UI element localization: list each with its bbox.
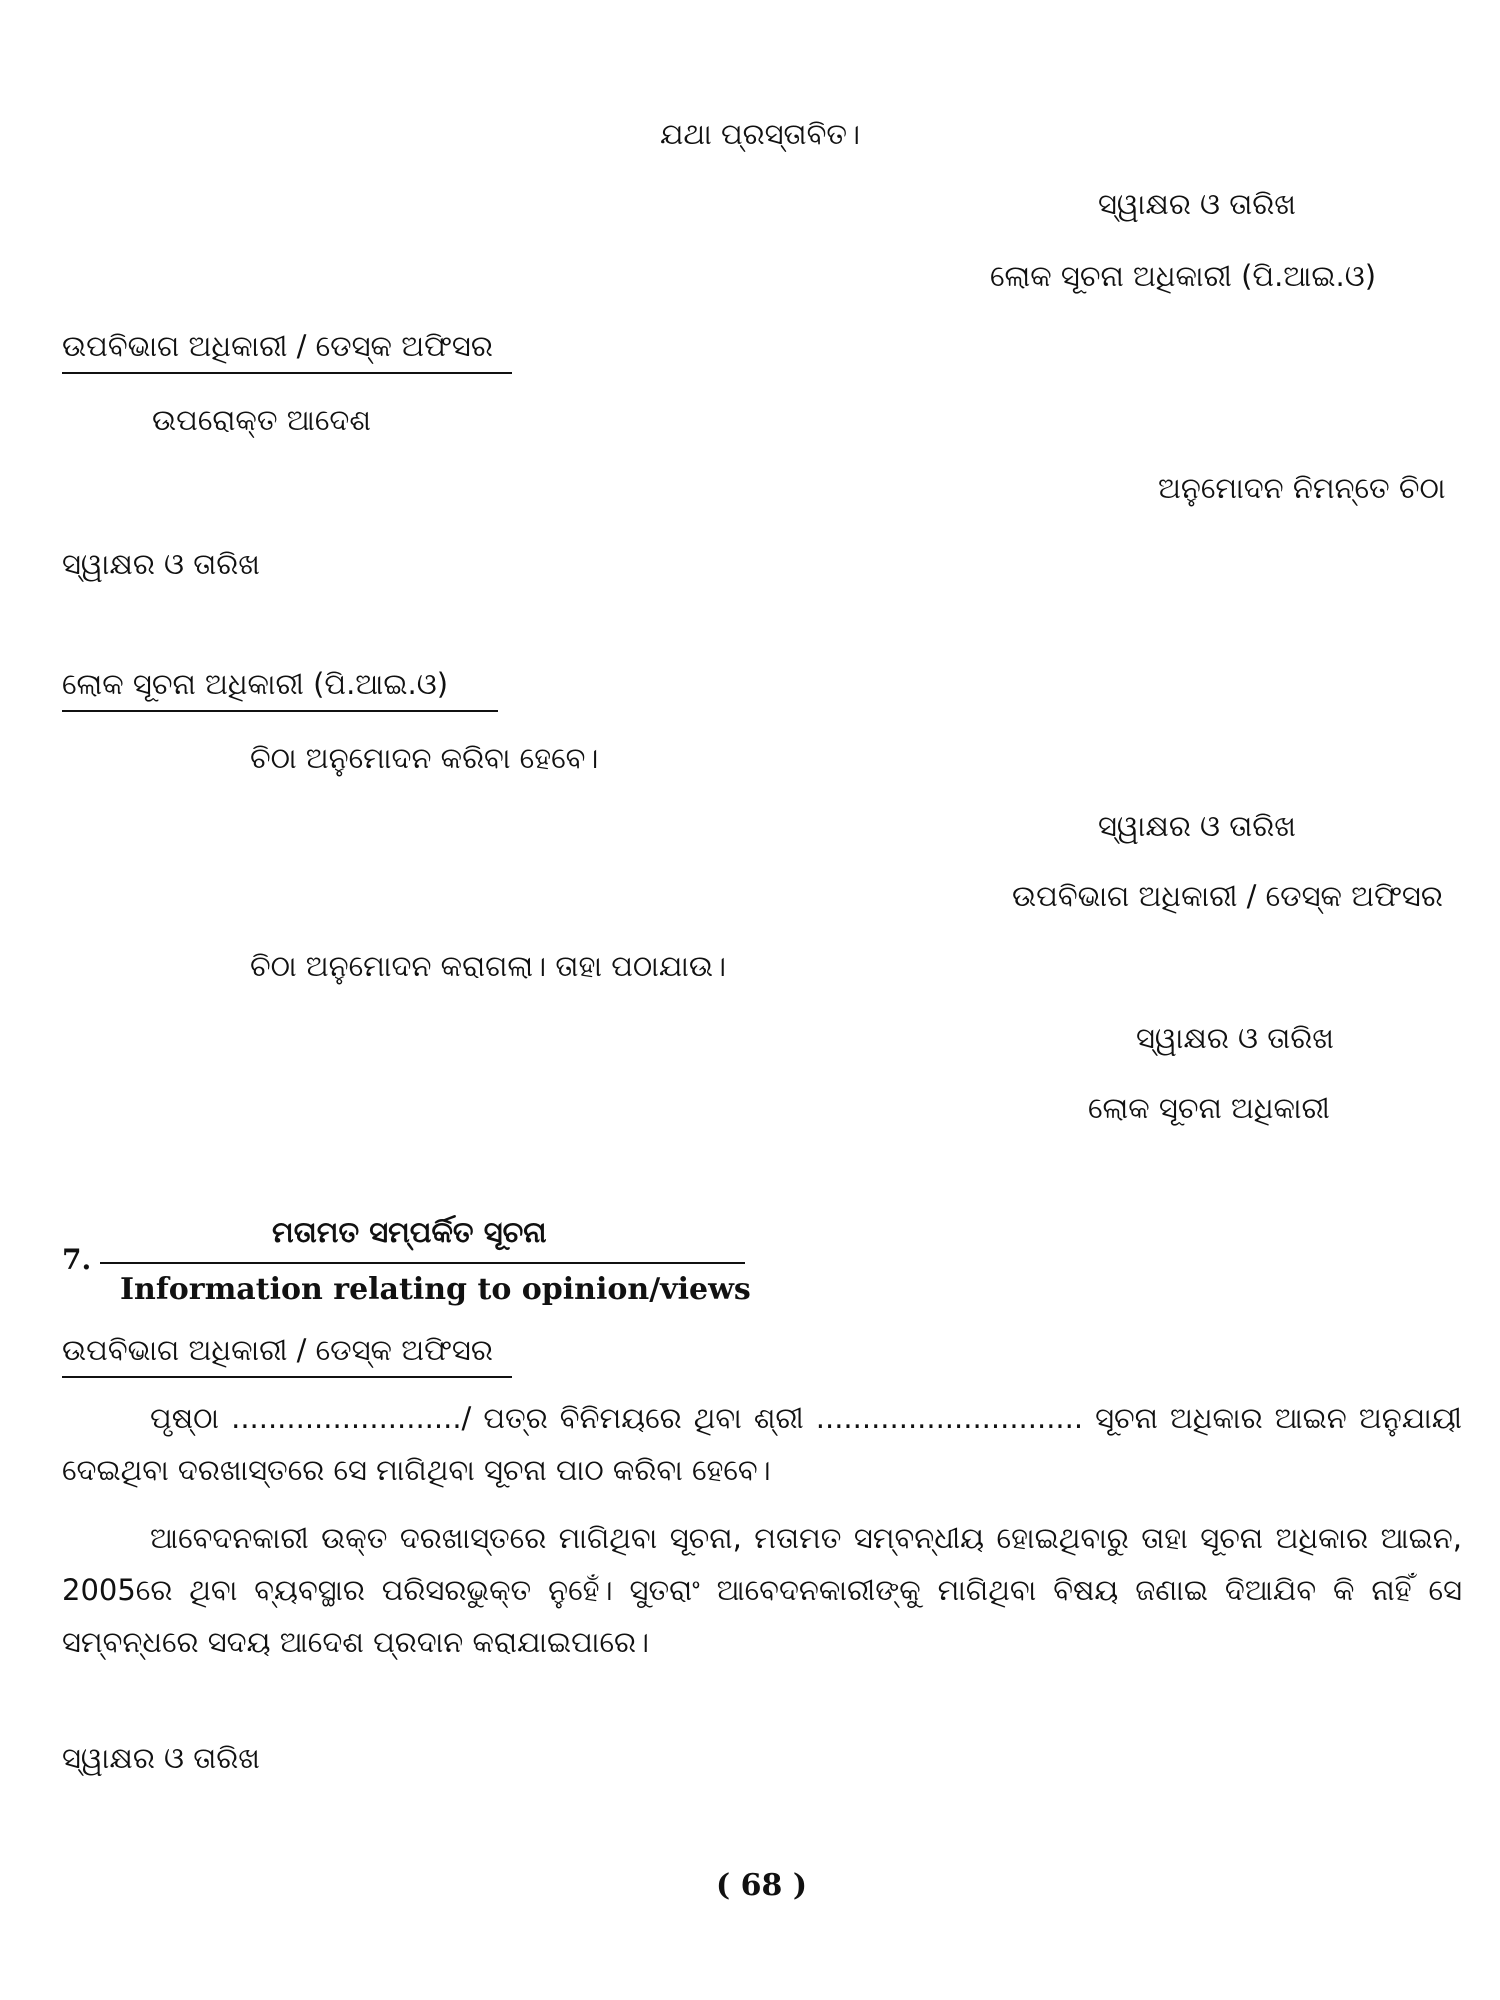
signature-date: ସ୍ୱାକ୍ଷର ଓ ତାରିଖ <box>1098 809 1296 843</box>
proposed-line: ଯଥା ପ୍ରସ୍ତାବିତ। <box>660 117 861 151</box>
draft-approved-line: ଚିଠା ଅନୁମୋଦନ କରାଗଲା। ତାହା ପଠାଯାଉ। <box>250 949 727 983</box>
approval-draft-line: ଅନୁମୋଦନ ନିମନ୍ତେ ଚିଠା <box>1158 471 1446 505</box>
section-title-english: Information relating to opinion/views <box>120 1272 751 1307</box>
subdivision-officer-heading: ଉପବିଭାଗ ଅଧିକାରୀ / ଡେସ୍କ ଅଫିସର <box>62 326 512 374</box>
paragraph-text: ଆବେଦନକାରୀ ଉକ୍ତ ଦରଖାସ୍ତରେ ମାଗିଥିବା ସୂଚନା, ମତାମତ ସମ୍ବନ୍ଧୀୟ ହୋଇଥିବାରୁ ତାହା ସୂଚନା ଅଧିକାର ଆଇନ, 2005ରେ ଥିବା ବ୍ୟବସ୍ଥାର ପରିସରଭୁକ୍ତ ନୁହେଁ। ସୁତରାଂ ଆବେଦନକାରୀଙ୍କୁ ମାଗିଥିବା ବିଷୟ ଜଣାଇ ଦିଆଯିବ କି ନାହିଁ ସେ ସମ୍ବନ୍ଧରେ ସଦୟ ଆଦେଶ ପ୍ରଦାନ କରାଯାଇପାରେ। <box>62 1521 1462 1659</box>
pio-title: ଲୋକ ସୂଚନା ଅଧିକାରୀ <box>1088 1091 1330 1125</box>
page-number: ( 68 ) <box>716 1868 808 1903</box>
pio-heading: ଲୋକ ସୂଚନା ଅଧିକାରୀ (ପି.ଆଇ.ଓ) <box>62 664 498 712</box>
paragraph <box>62 1512 1462 1668</box>
signature-date: ସ୍ୱାକ୍ଷର ଓ ତାରିଖ <box>62 547 260 581</box>
paragraph-text: ପୃଷ୍ଠା ........................./ ପତ୍ର ବିନିମୟରେ ଥିବା ଶ୍ରୀ ............................. ସୂଚନା ଅଧିକାର ଆଇନ ଅନୁଯାୟୀ ଦେଇଥିବା ଦରଖାସ୍ତରେ ସେ ମାଗିଥିବା ସୂଚନା ପାଠ କରିବା ହେବେ। <box>62 1401 1462 1487</box>
signature-date: ସ୍ୱାକ୍ଷର ଓ ତାରିଖ <box>62 1741 260 1775</box>
pio-title: ଲୋକ ସୂଚନା ଅଧିକାରୀ (ପି.ଆଇ.ଓ) <box>990 259 1377 293</box>
subdivision-officer-title: ଉପବିଭାଗ ଅଧିକାରୀ / ଡେସ୍କ ଅଫିସର <box>1012 879 1443 913</box>
section-title-odia: ମତାମତ ସମ୍ପର୍କିତ ସୂଚନା <box>272 1215 547 1249</box>
draft-approve-line: ଚିଠା ଅନୁମୋଦନ କରିବା ହେବେ। <box>250 741 599 775</box>
paragraph <box>62 1392 1462 1496</box>
signature-date: ସ୍ୱାକ୍ଷର ଓ ତାରିଖ <box>1136 1021 1334 1055</box>
order-line: ଉପରୋକ୍ତ ଆଦେଶ <box>152 403 371 437</box>
section-number: 7. <box>62 1243 92 1276</box>
section-title-rule <box>100 1262 745 1264</box>
subdivision-officer-heading: ଉପବିଭାଗ ଅଧିକାରୀ / ଡେସ୍କ ଅଫିସର <box>62 1330 512 1378</box>
signature-date: ସ୍ୱାକ୍ଷର ଓ ତାରିଖ <box>1098 187 1296 221</box>
